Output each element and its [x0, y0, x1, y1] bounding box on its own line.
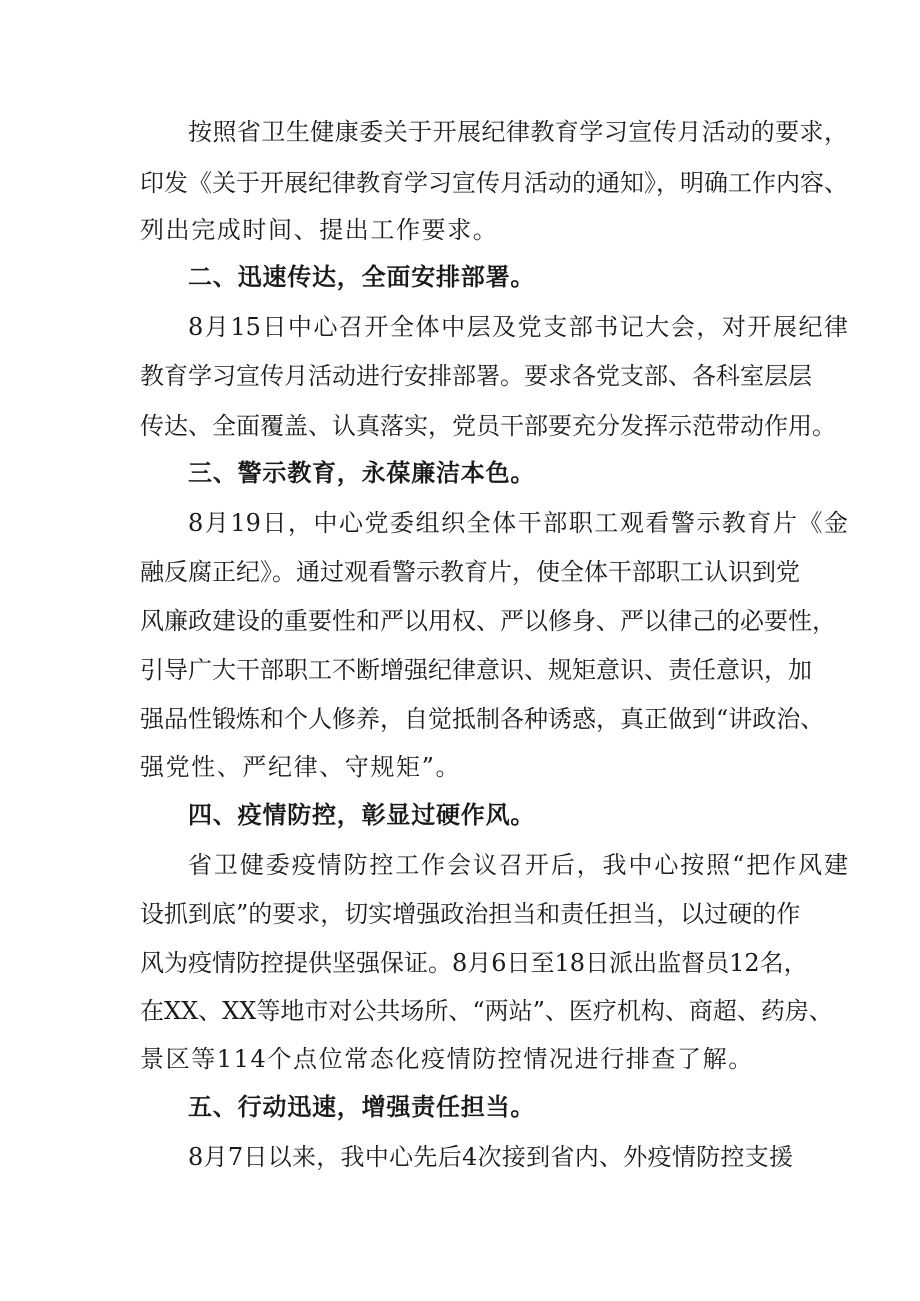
paragraph-5-line-1: 8月7日以来，我中心先后4次接到省内、外疫情防控支援 [188, 1143, 793, 1171]
paragraph-4-line-1: 省卫健委疫情防控工作会议召开后，我中心按照“把作风建 [188, 851, 848, 879]
paragraph-1-line-3: 列出完成时间、提出工作要求。 [140, 216, 499, 244]
paragraph-3-line-4: 引导广大干部职工不断增强纪律意识、规矩意识、责任意识，加 [140, 656, 812, 684]
paragraph-3-line-2: 融反腐正纪》。通过观看警示教育片，使全体干部职工认识到党 [140, 558, 800, 586]
section-heading-3: 三、警示教育，永葆廉洁本色。 [188, 459, 536, 487]
paragraph-2-line-1: 8月15日中心召开全体中层及党支部书记大会，对开展纪律 [188, 313, 848, 341]
paragraph-1-line-1: 按照省卫生健康委关于开展纪律教育学习宣传月活动的要求， [188, 118, 848, 146]
paragraph-2-line-2: 教育学习宣传月活动进行安排部署。要求各党支部、各科室层层 [140, 362, 812, 390]
paragraph-3-line-6: 强党性、严纪律、守规矩”。 [140, 753, 462, 781]
paragraph-4-line-5: 景区等114个点位常态化疫情防控情况进行排查了解。 [140, 1045, 754, 1073]
section-heading-4: 四、疫情防控，彰显过硬作风。 [188, 801, 536, 829]
paragraph-1-line-2: 印发《关于开展纪律教育学习宣传月活动的通知》，明确工作内容、 [140, 169, 848, 197]
section-heading-5: 五、行动迅速，增强责任担当。 [188, 1093, 536, 1121]
paragraph-3-line-1: 8月19日，中心党委组织全体干部职工观看警示教育片《金 [188, 509, 848, 537]
paragraph-4-line-3: 风为疫情防控提供坚强保证。8月6日至18日派出监督员12名， [140, 949, 808, 977]
paragraph-4-line-4: 在XX、XX等地市对公共场所、“两站”、医疗机构、商超、药房、 [140, 997, 833, 1025]
paragraph-3-line-3: 风廉政建设的重要性和严以用权、严以修身、严以律己的必要性， [140, 607, 836, 635]
section-heading-2: 二、迅速传达，全面安排部署。 [188, 263, 536, 291]
paragraph-3-line-5: 强品性锻炼和个人修养，自觉抵制各种诱惑，真正做到“讲政治、 [140, 705, 825, 733]
paragraph-4-line-2: 设抓到底”的要求，切实增强政治担当和责任担当，以过硬的作 [140, 900, 801, 928]
paragraph-2-line-3: 传达、全面覆盖、认真落实，党员干部要充分发挥示范带动作用。 [140, 412, 836, 440]
